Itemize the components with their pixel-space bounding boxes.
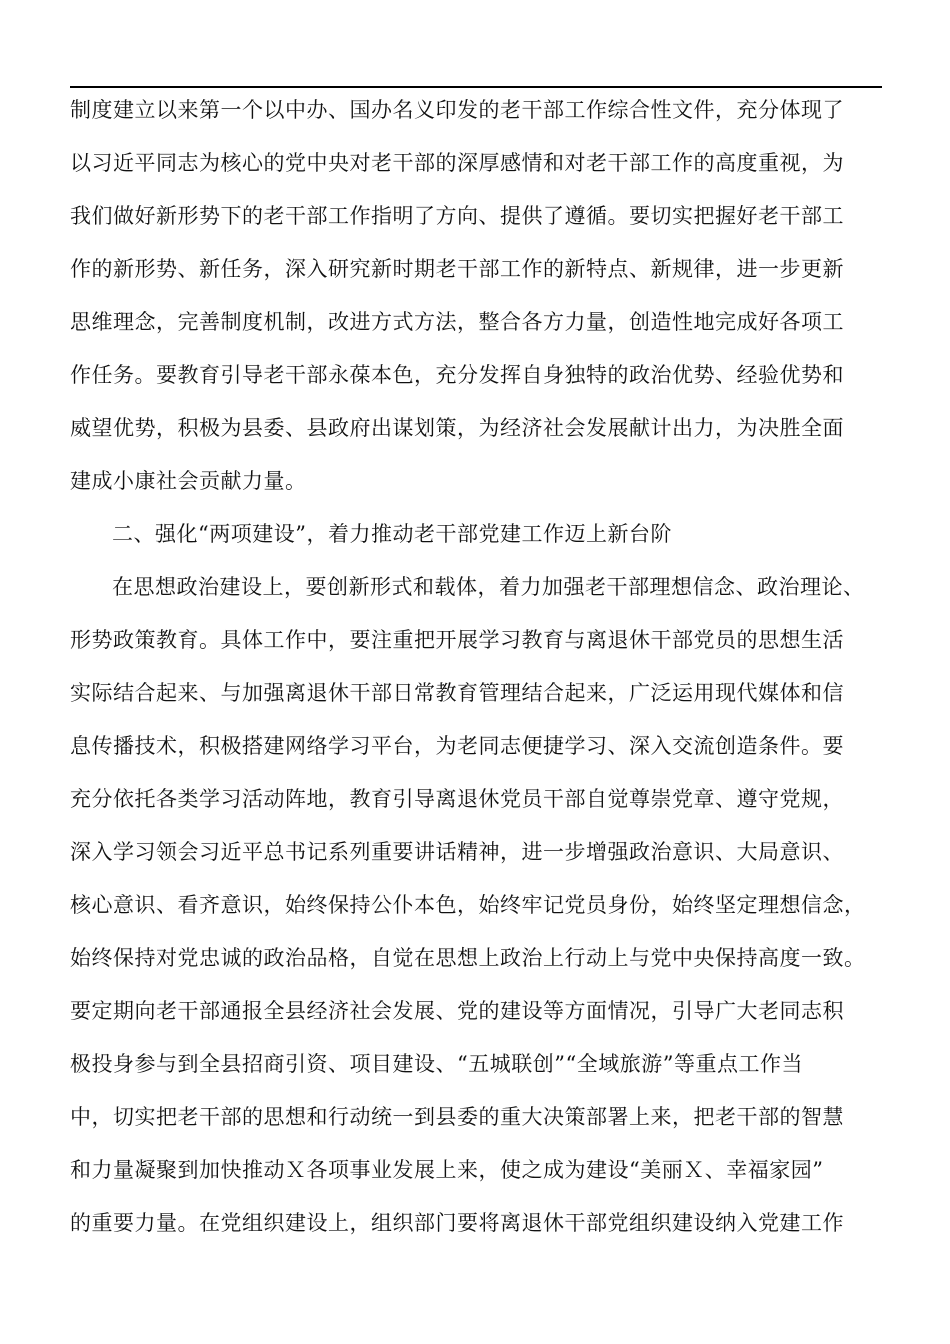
text-line: 制度建立以来第一个以中办、国办名义印发的老干部工作综合性文件，充分体现了	[70, 98, 844, 122]
text-line: 实际结合起来、与加强离退休干部日常教育管理结合起来，广泛运用现代媒体和信	[70, 681, 844, 705]
text-line: 形势政策教育。具体工作中，要注重把开展学习教育与离退休干部党员的思想生活	[70, 628, 844, 652]
text-line: 充分依托各类学习活动阵地，教育引导离退休党员干部自觉尊崇党章、遵守党规，	[70, 787, 844, 811]
text-line: 核心意识、看齐意识，始终保持公仆本色，始终牢记党员身份，始终坚定理想信念，	[70, 893, 866, 917]
text-line: 建成小康社会贡献力量。	[70, 469, 307, 493]
text-line: 思维理念，完善制度机制，改进方式方法，整合各方力量，创造性地完成好各项工	[70, 310, 844, 334]
text-line: 始终保持对党忠诚的政治品格，自觉在思想上政治上行动上与党中央保持高度一致。	[70, 946, 866, 970]
text-line: 深入学习领会习近平总书记系列重要讲话精神，进一步增强政治意识、大局意识、	[70, 840, 844, 864]
paragraph-first-line: 在思想政治建设上，要创新形式和载体，着力加强老干部理想信念、政治理论、	[112, 575, 865, 599]
section-heading: 二、强化“两项建设”，着力推动老干部党建工作迈上新台阶	[112, 522, 672, 546]
text-line: 要定期向老干部通报全县经济社会发展、党的建设等方面情况，引导广大老同志积	[70, 999, 844, 1023]
paragraph-continued	[70, 84, 885, 1250]
text-line: 和力量凝聚到加快推动Ｘ各项事业发展上来，使之成为建设“美丽Ｘ、幸福家园”	[70, 1158, 824, 1182]
text-line: 息传播技术，积极搭建网络学习平台，为老同志便捷学习、深入交流创造条件。要	[70, 734, 844, 758]
text-line: 作任务。要教育引导老干部永葆本色，充分发挥自身独特的政治优势、经验优势和	[70, 363, 844, 387]
text-line: 中，切实把老干部的思想和行动统一到县委的重大决策部署上来，把老干部的智慧	[70, 1105, 844, 1129]
text-line: 作的新形势、新任务，深入研究新时期老干部工作的新特点、新规律，进一步更新	[70, 257, 844, 281]
text-line: 极投身参与到全县招商引资、项目建设、“五城联创”“全域旅游”等重点工作当	[70, 1052, 803, 1076]
text-line: 威望优势，积极为县委、县政府出谋划策，为经济社会发展献计出力，为决胜全面	[70, 416, 844, 440]
text-line: 我们做好新形势下的老干部工作指明了方向、提供了遵循。要切实把握好老干部工	[70, 204, 844, 228]
text-line: 以习近平同志为核心的党中央对老干部的深厚感情和对老干部工作的高度重视，为	[70, 151, 844, 175]
text-line: 的重要力量。在党组织建设上，组织部门要将离退休干部党组织建设纳入党建工作	[70, 1211, 844, 1235]
